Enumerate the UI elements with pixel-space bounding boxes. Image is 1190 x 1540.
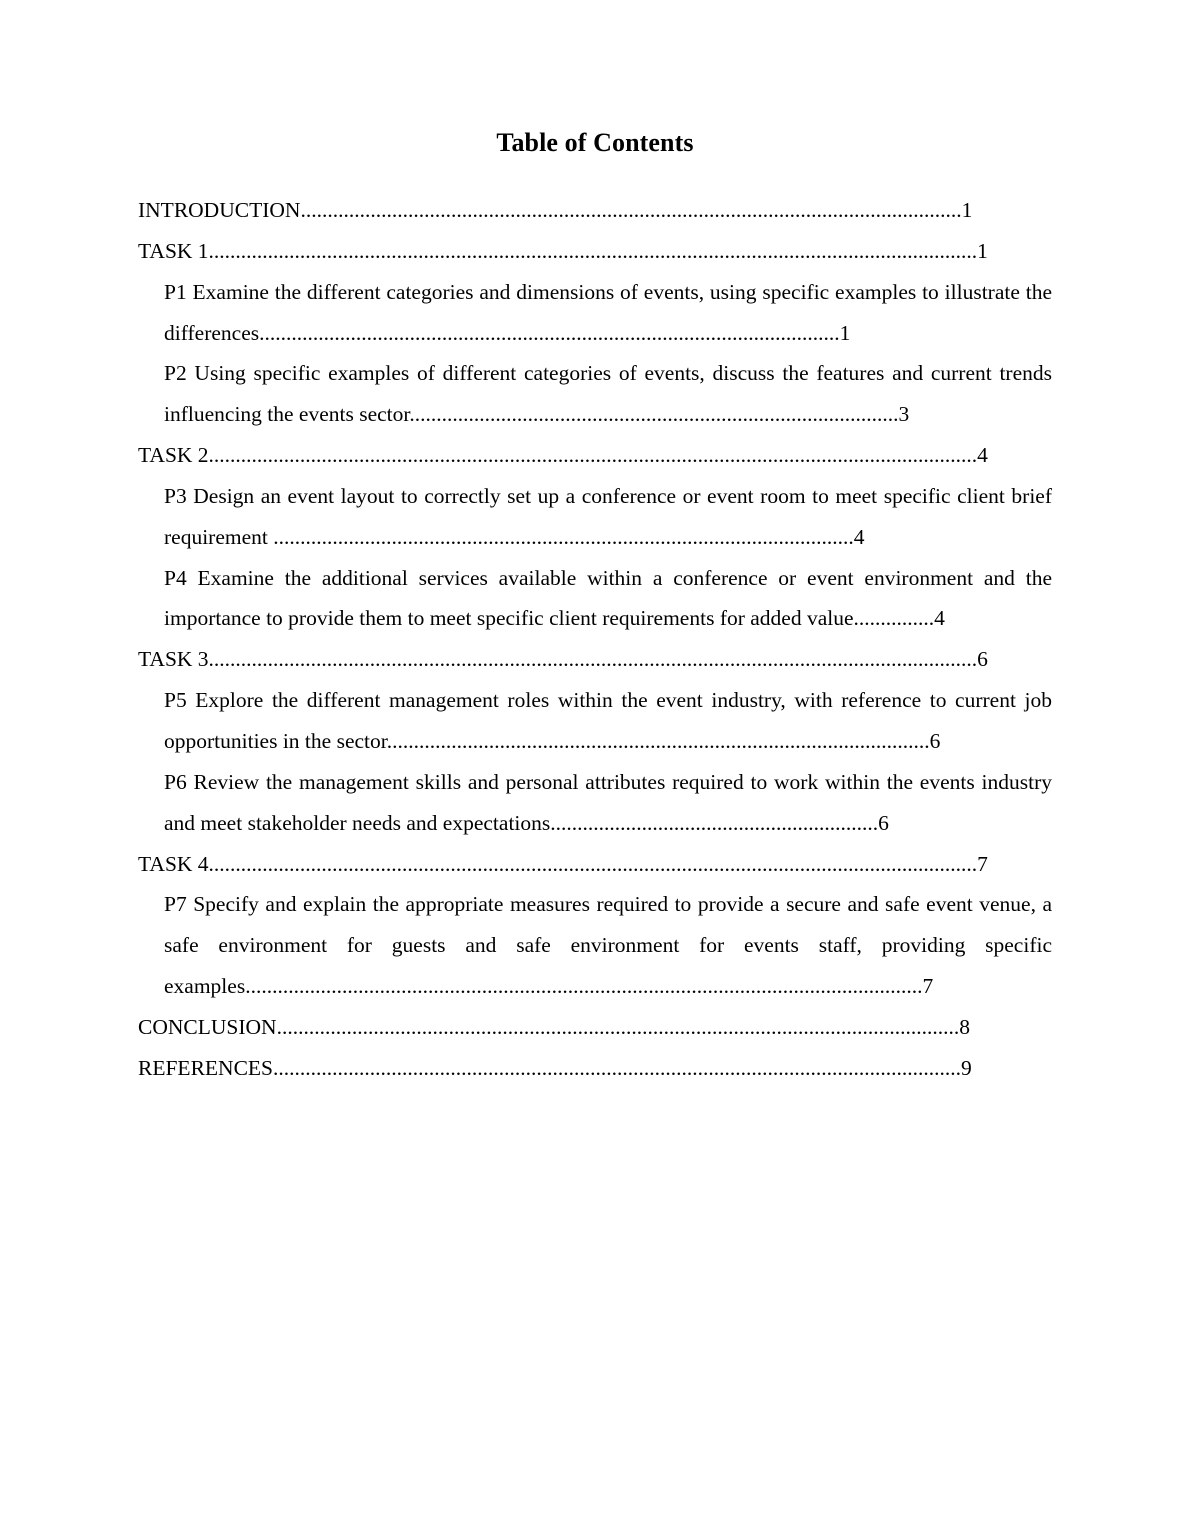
toc-dot-leader: ...............................................................................................................................................	[208, 238, 978, 263]
toc-entry-label: INTRODUCTION	[138, 198, 301, 222]
toc-entry-label: CONCLUSION	[138, 1014, 277, 1039]
toc-dot-leader: ...............................................................................................................................................	[208, 647, 978, 672]
toc-entry-label: P5 Explore the different management roles within the event industry, with reference to current job opportunities in the sector	[164, 688, 1052, 753]
toc-dot-leader: ...............................................................................................................................	[276, 1014, 960, 1039]
toc-entry-label: P1 Examine the different categories and dimensions of events, using specific examples to illustrate the differences	[164, 279, 1052, 345]
toc-entry[interactable]	[138, 639, 1052, 680]
toc-entry[interactable]	[138, 435, 1052, 476]
toc-entry[interactable]	[138, 231, 1052, 272]
page-title: Table of Contents	[496, 128, 694, 157]
toc-entry-label: TASK 2	[138, 443, 209, 468]
table-of-contents	[138, 190, 1052, 1089]
toc-entry[interactable]	[164, 884, 1052, 1007]
toc-dot-leader: ................................................................................................................................	[273, 1055, 961, 1080]
toc-page-number: 4	[934, 606, 945, 631]
toc-dot-leader: ...............	[853, 606, 935, 631]
toc-entry[interactable]	[164, 476, 1052, 558]
toc-page-number: 1	[977, 238, 988, 263]
toc-page-number: 7	[977, 851, 988, 876]
toc-entry-label: TASK 1	[138, 238, 209, 263]
toc-entry-label: TASK 4	[138, 851, 209, 876]
toc-page-number: 3	[898, 402, 910, 427]
toc-entry-label: P7 Specify and explain the appropriate measures required to provide a secure and safe event venue, a safe environment for guests and safe environment for events staff, providing specific examples	[164, 892, 1052, 999]
toc-page-number: 1	[839, 320, 851, 345]
toc-entry[interactable]	[138, 1007, 1052, 1048]
toc-entry-label: P2 Using specific examples of different categories of events, discuss the features and current trends influencing the events sector	[164, 361, 1052, 427]
toc-dot-leader: ...........................................................................................................................	[300, 198, 962, 222]
toc-entry[interactable]	[164, 762, 1052, 844]
toc-dot-leader: ............................................................................................................	[259, 320, 840, 345]
toc-dot-leader: ...............................................................................................................................................	[208, 443, 978, 468]
toc-dot-leader: ...............................................................................................................................................	[208, 851, 978, 876]
toc-dot-leader: .............................................................	[550, 810, 879, 835]
toc-page-number: 1	[961, 198, 973, 222]
toc-dot-leader: .....................................................................................................	[386, 728, 930, 753]
toc-entry-label: P3 Design an event layout to correctly set up a conference or event room to meet specific client brief requirement	[164, 483, 1052, 549]
toc-entry[interactable]	[164, 680, 1052, 762]
toc-page-number: 6	[977, 647, 988, 672]
toc-page-number: 4	[977, 443, 988, 468]
toc-dot-leader: ............................................................................................................	[273, 524, 854, 549]
toc-entry[interactable]	[138, 190, 1052, 231]
toc-entry[interactable]	[164, 353, 1052, 435]
toc-page-number: 9	[961, 1055, 972, 1080]
toc-entry[interactable]	[164, 272, 1052, 354]
toc-dot-leader: ...........................................................................................	[409, 402, 899, 427]
toc-dot-leader: ..............................................................................................................................	[245, 974, 923, 999]
toc-entry[interactable]	[164, 558, 1052, 640]
toc-entry-label: REFERENCES	[138, 1055, 273, 1080]
toc-entry-label: TASK 3	[138, 647, 209, 672]
toc-page-number: 6	[878, 810, 889, 835]
toc-entry[interactable]	[138, 1048, 1052, 1089]
toc-page-number: 4	[853, 524, 865, 549]
toc-page-number: 7	[922, 974, 934, 999]
toc-page-number: 8	[959, 1014, 970, 1039]
toc-entry-label: P4 Examine the additional services available within a conference or event environment and the importance to provide them to meet specific client requirements for added value	[164, 565, 1052, 631]
toc-page-number: 6	[929, 728, 941, 753]
toc-entry-label: P6 Review the management skills and personal attributes required to work within the events industry and meet stakeholder needs and expectations	[164, 769, 1052, 835]
toc-entry[interactable]	[138, 844, 1052, 885]
